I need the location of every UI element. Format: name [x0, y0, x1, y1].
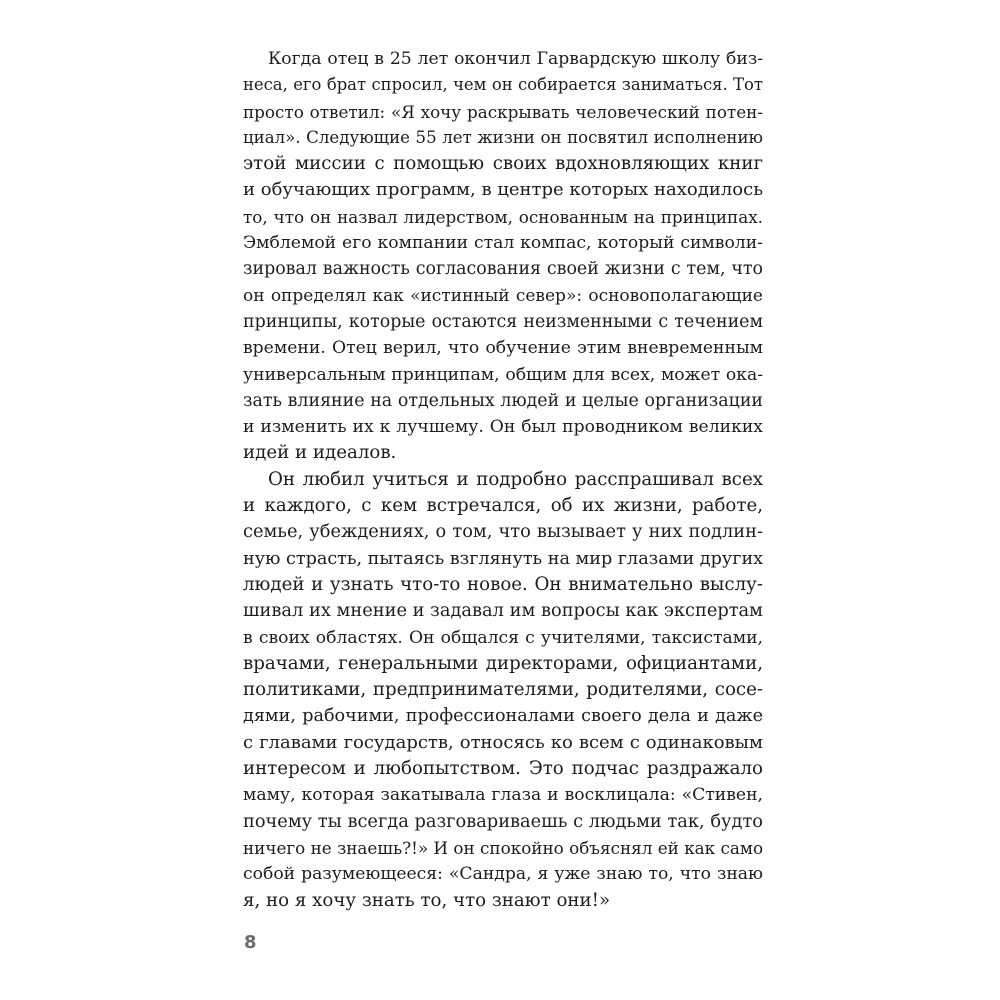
paragraph-1 — [243, 46, 763, 467]
text-line: зать влияние на отдельных людей и целые организации — [243, 390, 763, 411]
text-line: и обучающих программ, в центре которых находилось — [243, 179, 763, 201]
text-line: дями, рабочими, профессионалами своего дела и даже — [243, 706, 763, 727]
text-line: врачами, генеральными директорами, официантами, — [243, 652, 763, 674]
text-line: в своих областях. Он общался с учителями, таксистами, — [243, 627, 763, 648]
text-line: времени. Отец верил, что обучение этим вневременным — [243, 338, 763, 359]
text-line: ничего не знаешь?!» И он спокойно объяснял ей как само — [243, 837, 764, 858]
body-text — [243, 46, 763, 914]
text-line: шивал их мнение и задавал им вопросы как экспертам — [243, 600, 763, 622]
text-line: просто ответил: «Я хочу раскрывать человеческий потен- — [243, 101, 763, 122]
text-line: почему ты всегда разговариваешь с людьми так, будто — [243, 810, 763, 832]
text-line: циал». Следующие 55 лет жизни он посвятил исполнению — [243, 127, 763, 147]
text-line: собой разумеющееся: «Сандра, я уже знаю то, что знаю — [243, 864, 763, 885]
text-line: семье, убеждениях, о том, что вызывает у них подлин- — [243, 521, 763, 543]
text-line: Когда отец в 25 лет окончил Гарвардскую школу биз- — [268, 49, 763, 69]
text-line: интересом и любопытством. Это подчас раздражало — [243, 758, 763, 780]
text-line: ную страсть, пытаясь взглянуть на мир глазами других — [243, 548, 764, 569]
text-line: людей и узнать что-то новое. Он внимательно выслу- — [243, 573, 763, 595]
text-line: я, но я хочу знать то, что знают они!» — [243, 889, 611, 911]
text-line: зировал важность согласования своей жизни с тем, что — [243, 259, 763, 280]
text-line: политиками, предпринимателями, родителями, сосе- — [243, 679, 763, 701]
page-number: 8 — [244, 932, 257, 953]
text-line: и изменить их к лучшему. Он был проводником великих — [243, 417, 763, 438]
text-line: идей и идеалов. — [243, 442, 397, 464]
text-line: принципы, которые остаются неизменными с течением — [243, 311, 763, 332]
text-line: этой миссии с помощью своих вдохновляющих книг — [243, 153, 763, 175]
text-line: он определял как «истинный север»: основополагающие — [243, 285, 763, 306]
text-line: Он любил учиться и подробно расспрашивал всех — [268, 468, 763, 490]
text-line: с главами государств, относясь ко всем с одинаковым — [243, 731, 763, 753]
text-line: то, что он назвал лидерством, основанным на принципах. — [243, 206, 763, 227]
text-line: Эмблемой его компании стал компас, который символи- — [243, 233, 763, 254]
text-line: и каждого, с кем встречался, об их жизни, работе, — [243, 495, 763, 517]
paragraph-2 — [243, 467, 763, 914]
text-line: универсальным принципам, общим для всех, может ока- — [243, 364, 763, 385]
text-line: неса, его брат спросил, чем он собирается заниматься. Тот — [243, 75, 763, 95]
text-line: маму, которая закатывала глаза и восклицала: «Стивен, — [243, 785, 763, 806]
